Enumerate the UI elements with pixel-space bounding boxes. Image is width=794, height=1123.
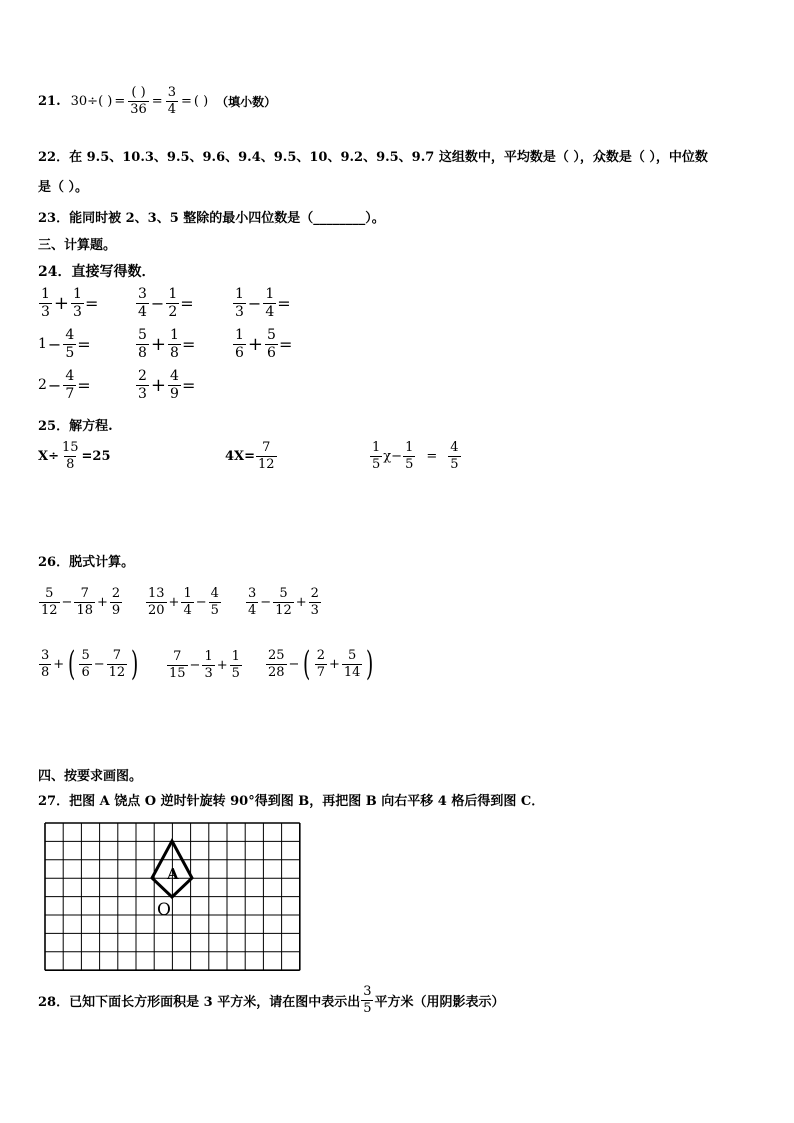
question-21	[38, 86, 276, 116]
question-28: 28．已知下面长方形面积是 3 平方米，请在图中表示出 $\frac{3}{5}$ 平方米（用阴影表示）	[38, 984, 505, 1016]
calculation-item: $\frac{25}{28}$ − ( $\frac{2}{7}$ + $\frac{5}{14}$ )	[268, 644, 374, 684]
equals-sign: =	[151, 93, 163, 109]
arithmetic-item: $\frac{5}{8}$ + $\frac{1}{8}$ =	[138, 327, 196, 361]
denominator: 4	[167, 101, 176, 117]
numerator: 3	[167, 85, 176, 100]
arithmetic-item: $\frac{3}{4}$ − $\frac{1}{2}$ =	[138, 286, 194, 320]
figure-label: A	[167, 865, 179, 883]
denominator: 36	[130, 101, 147, 117]
answer-blank[interactable]: ( )	[193, 93, 209, 109]
section-title: 三、计算题。	[38, 238, 117, 253]
equals-sign: =	[114, 93, 126, 109]
equation-2: 4X= $\frac{7}{12}$	[225, 440, 275, 472]
calculation-item: $\frac{3}{8}$ + ( $\frac{5}{6}$ − $\frac{7}{12}$ )	[41, 644, 139, 684]
arithmetic-item: $\frac{1}{6}$ + $\frac{5}{6}$ =	[235, 327, 293, 361]
arithmetic-item: $\frac{1}{3}$ − $\frac{1}{4}$ =	[235, 286, 291, 320]
question-23: 23．能同时被 2、3、5 整除的最小四位数是（________）。	[38, 211, 385, 226]
arithmetic-item: $\frac{2}{3}$ + $\frac{4}{9}$ =	[138, 368, 196, 402]
question-22-line-1: 22．在 9.5、10.3、9.5、9.6、9.4、9.5、10、9.2、9.5、9.7 这组数中，平均数是（ ），众数是（ ），中位数	[38, 150, 708, 165]
equals-sign: =	[180, 93, 192, 109]
arithmetic-item: 2 − $\frac{4}{7}$ =	[38, 368, 91, 402]
section-title: 四、按要求画图。	[38, 769, 143, 784]
equation-3: $\frac{1}{5}$ χ− $\frac{1}{5}$ = $\frac{4}{5}$	[372, 440, 459, 472]
calculation-item: $\frac{3}{4}$ − $\frac{5}{12}$ + $\frac{2}{3}$	[248, 586, 319, 618]
calculation-item: $\frac{13}{20}$ + $\frac{1}{4}$ − $\frac{4}{5}$	[148, 586, 219, 618]
expression-lead: 30÷	[70, 93, 99, 109]
question-number: 21.	[38, 93, 61, 109]
answer-blank[interactable]: ( )	[98, 93, 113, 109]
question-25-title: 25．解方程.	[38, 419, 113, 434]
arithmetic-item: $\frac{1}{3}$ + $\frac{1}{3}$ =	[41, 286, 99, 320]
question-26-title: 26．脱式计算。	[38, 555, 135, 570]
question-24-title: 24．直接写得数．	[38, 264, 156, 280]
equation-1: X÷ $\frac{15}{8}$ =25	[38, 440, 111, 472]
calculation-item: $\frac{5}{12}$ − $\frac{7}{18}$ + $\frac{2}{9}$	[41, 586, 121, 618]
arithmetic-item: 1 − $\frac{4}{5}$ =	[38, 327, 91, 361]
calculation-item: $\frac{7}{15}$ − $\frac{1}{3}$ + $\frac{1}{5}$	[169, 649, 240, 681]
question-22-line-2: 是（ ）。	[38, 180, 89, 195]
grid-diagram	[44, 822, 302, 974]
fraction	[166, 86, 178, 116]
question-27: 27．把图 A 饶点 O 逆时针旋转 90°得到图 B，再把图 B 向右平移 4 格后得到图 C．	[38, 794, 545, 809]
fraction	[128, 86, 149, 116]
point-label: O	[157, 900, 171, 920]
answer-blank[interactable]: ( )	[131, 85, 146, 100]
note: （填小数）	[216, 94, 277, 109]
